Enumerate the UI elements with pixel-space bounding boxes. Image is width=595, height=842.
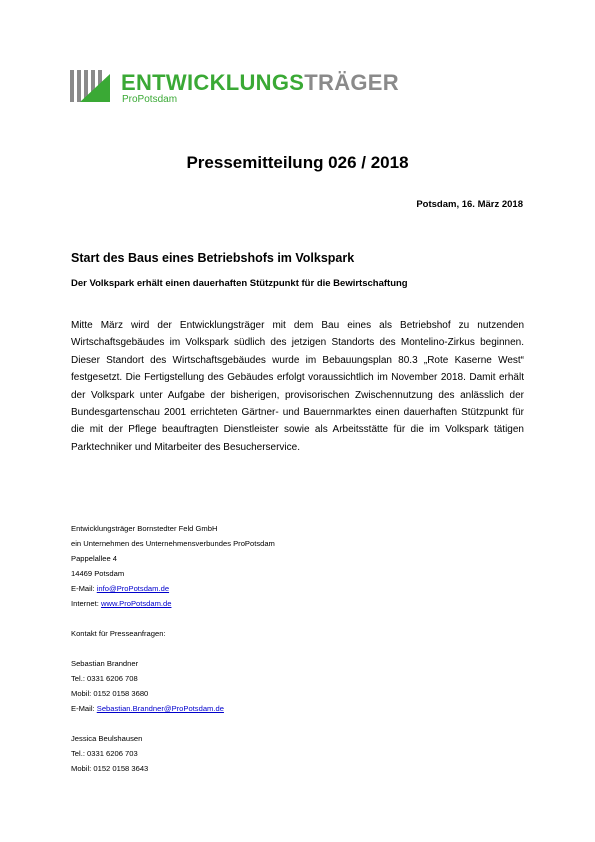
logo-brand-second: TRÄGER: [304, 70, 399, 95]
person-tel: Tel.: 0331 6206 708: [71, 674, 138, 683]
article-heading: Start des Baus eines Betriebshofs im Volkspark: [71, 251, 355, 265]
article-body: Mitte März wird der Entwicklungsträger mit dem Bau eines als Betriebshof zu nutzenden Wirtschaftsgebäudes im Volkspark südlich des jetzigen Standorts des Montelino-Zirkus beginnen. Dieser Standort des Wirtschaftsgebäudes wurde im Bebauungsplan 80.3 „Rote Kaserne West“ festgesetzt. Die Fertigstellung des Gebäudes erfolgt voraussichtlich im November 2018. Damit erhält der Volkspark unter Aufgabe der bisherigen, provisorischen Zwischennutzung des anlässlich der Bundesgartenschau 2001 errichteten Gärtner- und Bauernmarktes einen dauerhaften Stützpunkt für die mit der Pflege beauftragten Dienstleister sowie als Arbeitsstätte für die im Volkspark tätigen Parktechniker und Mitarbeiter des Besucherservice.: [71, 320, 524, 453]
person-email-link[interactable]: Sebastian.Brandner@ProPotsdam.de: [96, 704, 224, 713]
person-tel: Tel.: 0331 6206 703: [71, 749, 138, 758]
email-label: E-Mail:: [71, 584, 97, 593]
company-group: ein Unternehmen des Unternehmensverbundes ProPotsdam: [71, 539, 275, 548]
company-street: Pappelallee 4: [71, 554, 118, 563]
company-internet-line: [71, 596, 371, 611]
person-mobil: Mobil: 0152 0158 3643: [71, 764, 149, 773]
internet-label: Internet:: [71, 599, 101, 608]
logo-brand-main: ENTWICKLUNGS: [121, 70, 305, 95]
person-name: Sebastian Brandner: [71, 659, 139, 668]
article-subheading: Der Volkspark erhält einen dauerhaften Stützpunkt für die Bewirtschaftung: [71, 278, 408, 289]
company-website-link[interactable]: www.ProPotsdam.de: [100, 599, 172, 608]
company-city: 14469 Potsdam: [71, 569, 125, 578]
company-email-line: [71, 581, 371, 596]
person-name: Jessica Beulshausen: [71, 734, 143, 743]
company-logo: [70, 68, 399, 108]
logo-mark-icon: [70, 68, 112, 106]
company-email-link[interactable]: info@ProPotsdam.de: [96, 584, 170, 593]
company-name: Entwicklungsträger Bornstedter Feld GmbH: [71, 524, 218, 533]
person-email-line: [71, 701, 371, 716]
person-email-label: E-Mail:: [71, 704, 97, 713]
person-mobil: Mobil: 0152 0158 3680: [71, 689, 149, 698]
document-title: Pressemitteilung 026 / 2018: [186, 153, 409, 172]
contact-block: [71, 521, 371, 776]
logo-subtitle: ProPotsdam: [122, 94, 178, 105]
document-date: Potsdam, 16. März 2018: [416, 199, 523, 210]
logo-wordmark: [121, 70, 399, 96]
press-contact-heading: Kontakt für Presseanfragen:: [71, 629, 166, 638]
